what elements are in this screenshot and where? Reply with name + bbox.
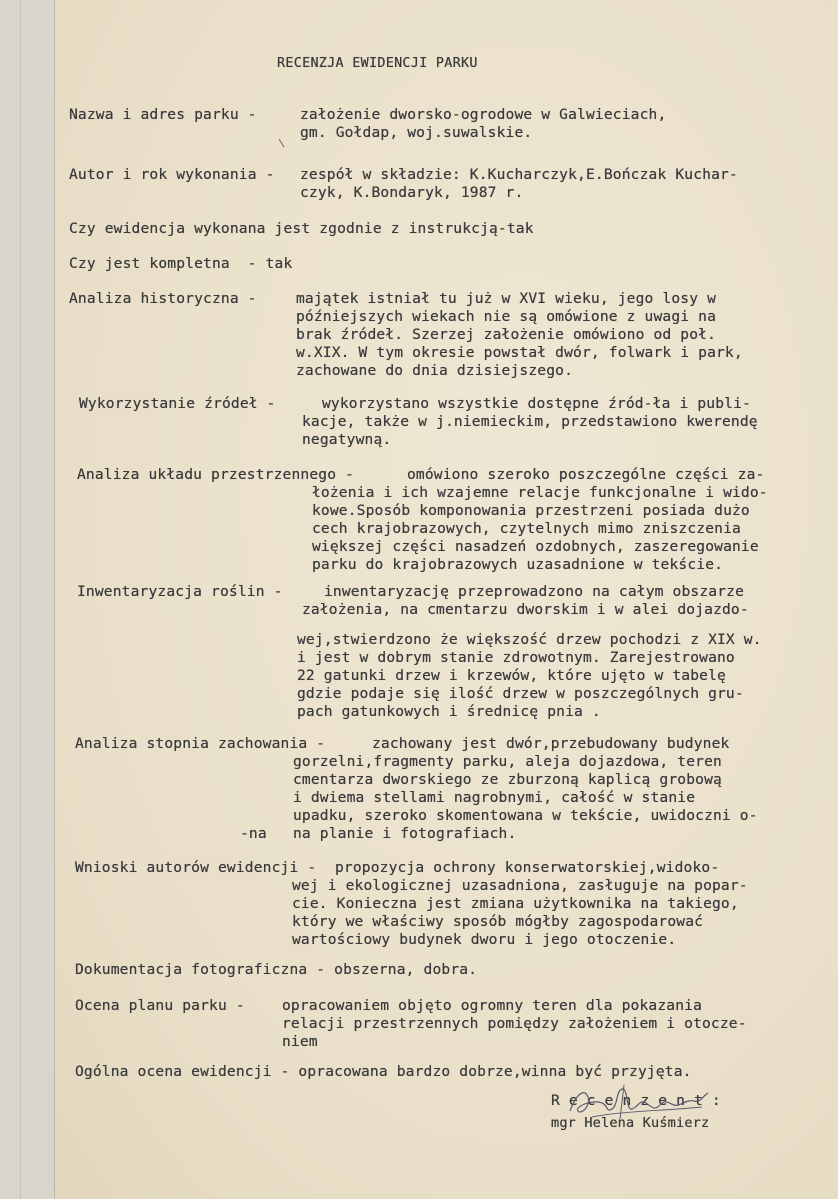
section-label-overall-assessment: Ogólna ocena ewidencji - opracowana bardzo dobrze,winna być przyjęta. (75, 1063, 692, 1080)
section-text-line: inwentaryzację przeprowadzono na całym obszarze (324, 583, 745, 600)
section-text-line: w.XIX. W tym okresie powstał dwór, folwark i park, (296, 344, 743, 361)
margin-note: -na (240, 825, 267, 842)
section-text-line: negatywną. (302, 431, 392, 448)
section-text-line: parku do krajobrazowych uzasadnione w tekście. (312, 556, 724, 573)
section-text-line: kacje, także w j.niemieckim, przedstawiono kwerendę (302, 413, 758, 430)
section-label-photo-documentation: Dokumentacja fotograficzna - obszerna, dobra. (75, 961, 478, 978)
section-label-complete: Czy jest kompletna - tak (69, 255, 293, 272)
section-text-line: założenia, na cmentarzu dworskim i w alei dojazdo- (302, 601, 749, 618)
section-text-line: który we właściwy sposób mógłby zagospodarować (292, 913, 704, 930)
section-text-line: wej i ekologicznej uzasadniona, zasługuje na popar- (292, 877, 748, 894)
section-text-line: cie. Konieczna jest zmiana użytkownika na takiego, (292, 895, 739, 912)
pencil-mark-icon (278, 138, 286, 148)
section-text-line: zachowane do dnia dzisiejszego. (296, 362, 574, 379)
section-label-park-name: Nazwa i adres parku - (69, 106, 257, 123)
section-label-plant-inventory: Inwentaryzacja roślin - (77, 583, 283, 600)
section-label-spatial-analysis: Analiza układu przestrzennego - (77, 466, 355, 483)
handwritten-signature-icon (562, 1081, 712, 1125)
section-label-historical-analysis: Analiza historyczna - (69, 290, 257, 307)
section-text-line: gdzie podaje się ilość drzew w poszczególnych gru- (297, 685, 744, 702)
section-text-line: omówiono szeroko poszczególne części za- (407, 466, 765, 483)
section-text-line: łożenia i ich wzajemne relacje funkcjonalne i wido- (312, 484, 768, 501)
section-text-line: gorzelni,fragmenty parku, aleja dojazdowa, teren (293, 753, 722, 770)
section-text-line: brak źródeł. Szerzej założenie omówiono od poł. (296, 326, 717, 343)
section-label-preservation-analysis: Analiza stopnia zachowania - (75, 735, 326, 752)
section-text-line: cmentarza dworskiego ze zburzoną kaplicą grobową (293, 771, 722, 788)
section-text-line: i jest w dobrym stanie zdrowotnym. Zarejestrowano (297, 649, 735, 666)
section-text-line: wykorzystano wszystkie dostępne źród-ła i publi- (322, 395, 751, 412)
binding-edge-line (20, 0, 21, 1199)
section-text-line: opracowaniem objęto ogromny teren dla pokazania (282, 997, 703, 1014)
section-text-line: cech krajobrazowych, czytelnych mimo zniszczenia (312, 520, 741, 537)
section-text-line: 22 gatunki drzew i krzewów, które ujęto w tabelę (297, 667, 726, 684)
section-text-line: wartościowy budynek dworu i jego otoczenie. (292, 931, 677, 948)
section-text-line: i dwiema stellami nagrobnymi, całość w stanie (293, 789, 696, 806)
section-text-line: propozycja ochrony konserwatorskiej,widoko- (335, 859, 720, 876)
section-text-line: gm. Gołdap, woj.suwalskie. (300, 124, 533, 141)
section-label-compliance: Czy ewidencja wykonana jest zgodnie z instrukcją-tak (69, 220, 534, 237)
document-title: RECENZJA EWIDENCJI PARKU (277, 56, 478, 71)
section-text-line: na planie i fotografiach. (293, 825, 517, 842)
section-text-line: upadku, szeroko skomentowana w tekście, uwidoczni o- (293, 807, 758, 824)
section-text-line: relacji przestrzennych pomiędzy założeniem i otocze- (282, 1015, 747, 1032)
binding-strip (0, 0, 55, 1199)
section-text-line: zespół w składzie: K.Kucharczyk,E.Bończak Kuchar- (300, 166, 738, 183)
section-text-line: pach gatunkowych i średnicę pnia . (297, 703, 601, 720)
reviewer-name: mgr Helena Kuśmierz (551, 1115, 710, 1131)
section-label-sources: Wykorzystanie źródeł - (79, 395, 276, 412)
section-text-line: zachowany jest dwór,przebudowany budynek (372, 735, 730, 752)
section-text-line: większej części nasadzeń ozdobnych, zaszeregowanie (312, 538, 759, 555)
section-label-plan-assessment: Ocena planu parku - (75, 997, 245, 1014)
section-text-line: założenie dworsko-ogrodowe w Galwieciach, (300, 106, 667, 123)
section-text-line: czyk, K.Bondaryk, 1987 r. (300, 184, 524, 201)
section-label-conclusions: Wnioski autorów ewidencji - (75, 859, 317, 876)
section-text-line: wej,stwierdzono że większość drzew pochodzi z XIX w. (297, 631, 762, 648)
section-text-line: majątek istniał tu już w XVI wieku, jego losy w (296, 290, 717, 307)
section-text-line: niem (282, 1033, 318, 1050)
section-label-author: Autor i rok wykonania - (69, 166, 275, 183)
section-text-line: późniejszych wiekach nie są omówione z uwagi na (296, 308, 717, 325)
reviewer-label: R e c e n z e n t : (551, 1092, 721, 1109)
section-text-line: kowe.Sposób komponowania przestrzeni posiada dużo (312, 502, 750, 519)
